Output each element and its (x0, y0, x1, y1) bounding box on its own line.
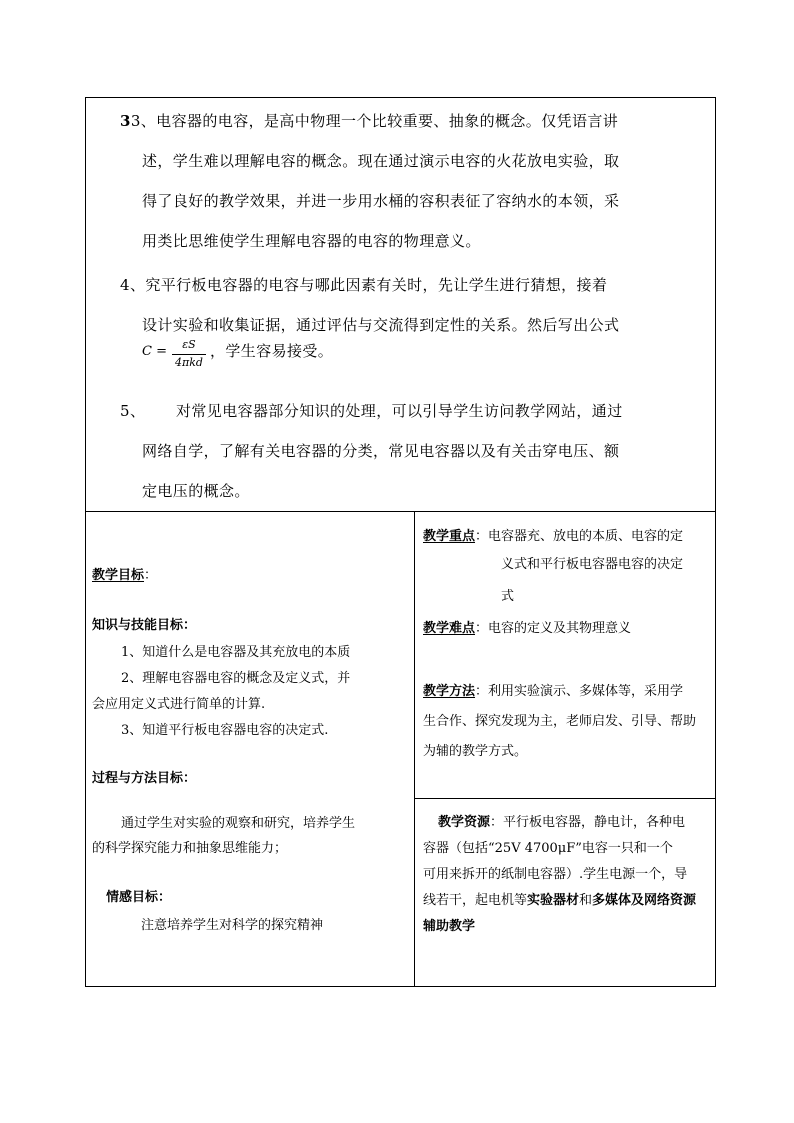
method-line-2: 生合作、探究发现为主，老师启发、引导、帮助 (423, 714, 697, 729)
process-line-1: 通过学生对实验的观察和研究，培养学生 (121, 816, 356, 831)
lesson-table (85, 97, 716, 987)
method-line-3: 为辅的教学方式。 (423, 744, 528, 759)
knowledge-item-3: 3、知道平行板电容器电容的决定式. (121, 723, 329, 738)
p5-line-2: 网络自学，了解有关电容器的分类，常见电容器以及有关击穿电压、额 (142, 442, 620, 460)
p3-line-2: 述，学生难以理解电容的概念。现在通过演示电容的火花放电实验，取 (142, 152, 620, 170)
p4-line-2: 设计实验和收集证据，通过评估与交流得到定性的关系。然后写出公式 (142, 316, 620, 334)
p3-line-4: 用类比思维使学生理解电容器的电容的物理意义。 (142, 232, 481, 250)
row-divider (86, 511, 715, 512)
p3-line-1: 33、电容器的电容，是高中物理一个比较重要、抽象的概念。仅凭语言讲 (120, 112, 619, 130)
p5-number: 5、 (120, 402, 146, 420)
formula-denominator: 4πkd (175, 356, 203, 369)
formula-tail: ，学生容易接受。 (210, 342, 334, 360)
knowledge-item-1: 1、知道什么是电容器及其充放电的本质 (121, 645, 351, 660)
method-line-1: 教学方法：利用实验演示、多媒体等，采用学 (423, 684, 684, 699)
emotion-text: 注意培养学生对科学的探究精神 (141, 918, 324, 933)
formula-lhs: C = (142, 344, 167, 359)
difficulty-line: 教学难点：电容的定义及其物理意义 (423, 621, 632, 636)
p4-line-1: 4、究平行板电容器的电容与哪此因素有关时，先让学生进行猜想，接着 (120, 276, 608, 294)
knowledge-item-2-cont: 会应用定义式进行简单的计算. (92, 697, 266, 712)
process-heading: 过程与方法目标： (92, 771, 197, 786)
formula-numerator: εS (182, 338, 196, 351)
resource-line-5: 辅助教学 (423, 919, 476, 934)
emotion-heading: 情感目标： (106, 890, 172, 905)
resource-line-4: 线若干，起电机等实验器材和多媒体及网络资源 (423, 893, 697, 908)
focus-line-3: 式 (501, 589, 515, 604)
process-line-2: 的科学探究能力和抽象思维能力； (92, 841, 288, 856)
fraction-bar (172, 354, 206, 355)
focus-line-1: 教学重点：电容器充、放电的本质、电容的定 (423, 529, 684, 544)
resource-line-3: 可用来拆开的纸制电容器）.学生电源一个，导 (423, 867, 688, 882)
column-divider (414, 511, 415, 986)
p5-line-1: 对常见电容器部分知识的处理，可以引导学生访问教学网站，通过 (176, 402, 623, 420)
knowledge-item-2: 2、理解电容器电容的概念及定义式，并 (121, 671, 351, 686)
right-cell-divider (414, 798, 715, 799)
resource-line-1: 教学资源：平行板电容器，静电计，各种电 (438, 815, 686, 830)
p3-line-3: 得了良好的教学效果，并进一步用水桶的容积表征了容纳水的本领，采 (142, 192, 620, 210)
knowledge-heading: 知识与技能目标： (92, 618, 197, 633)
focus-line-2: 义式和平行板电容器电容的决定 (501, 557, 684, 572)
goals-heading: 教学目标： (92, 568, 158, 583)
p5-line-3: 定电压的概念。 (142, 482, 250, 500)
resource-line-2: 容器（包括“25V 4700μF”电容一只和一个 (423, 841, 673, 856)
